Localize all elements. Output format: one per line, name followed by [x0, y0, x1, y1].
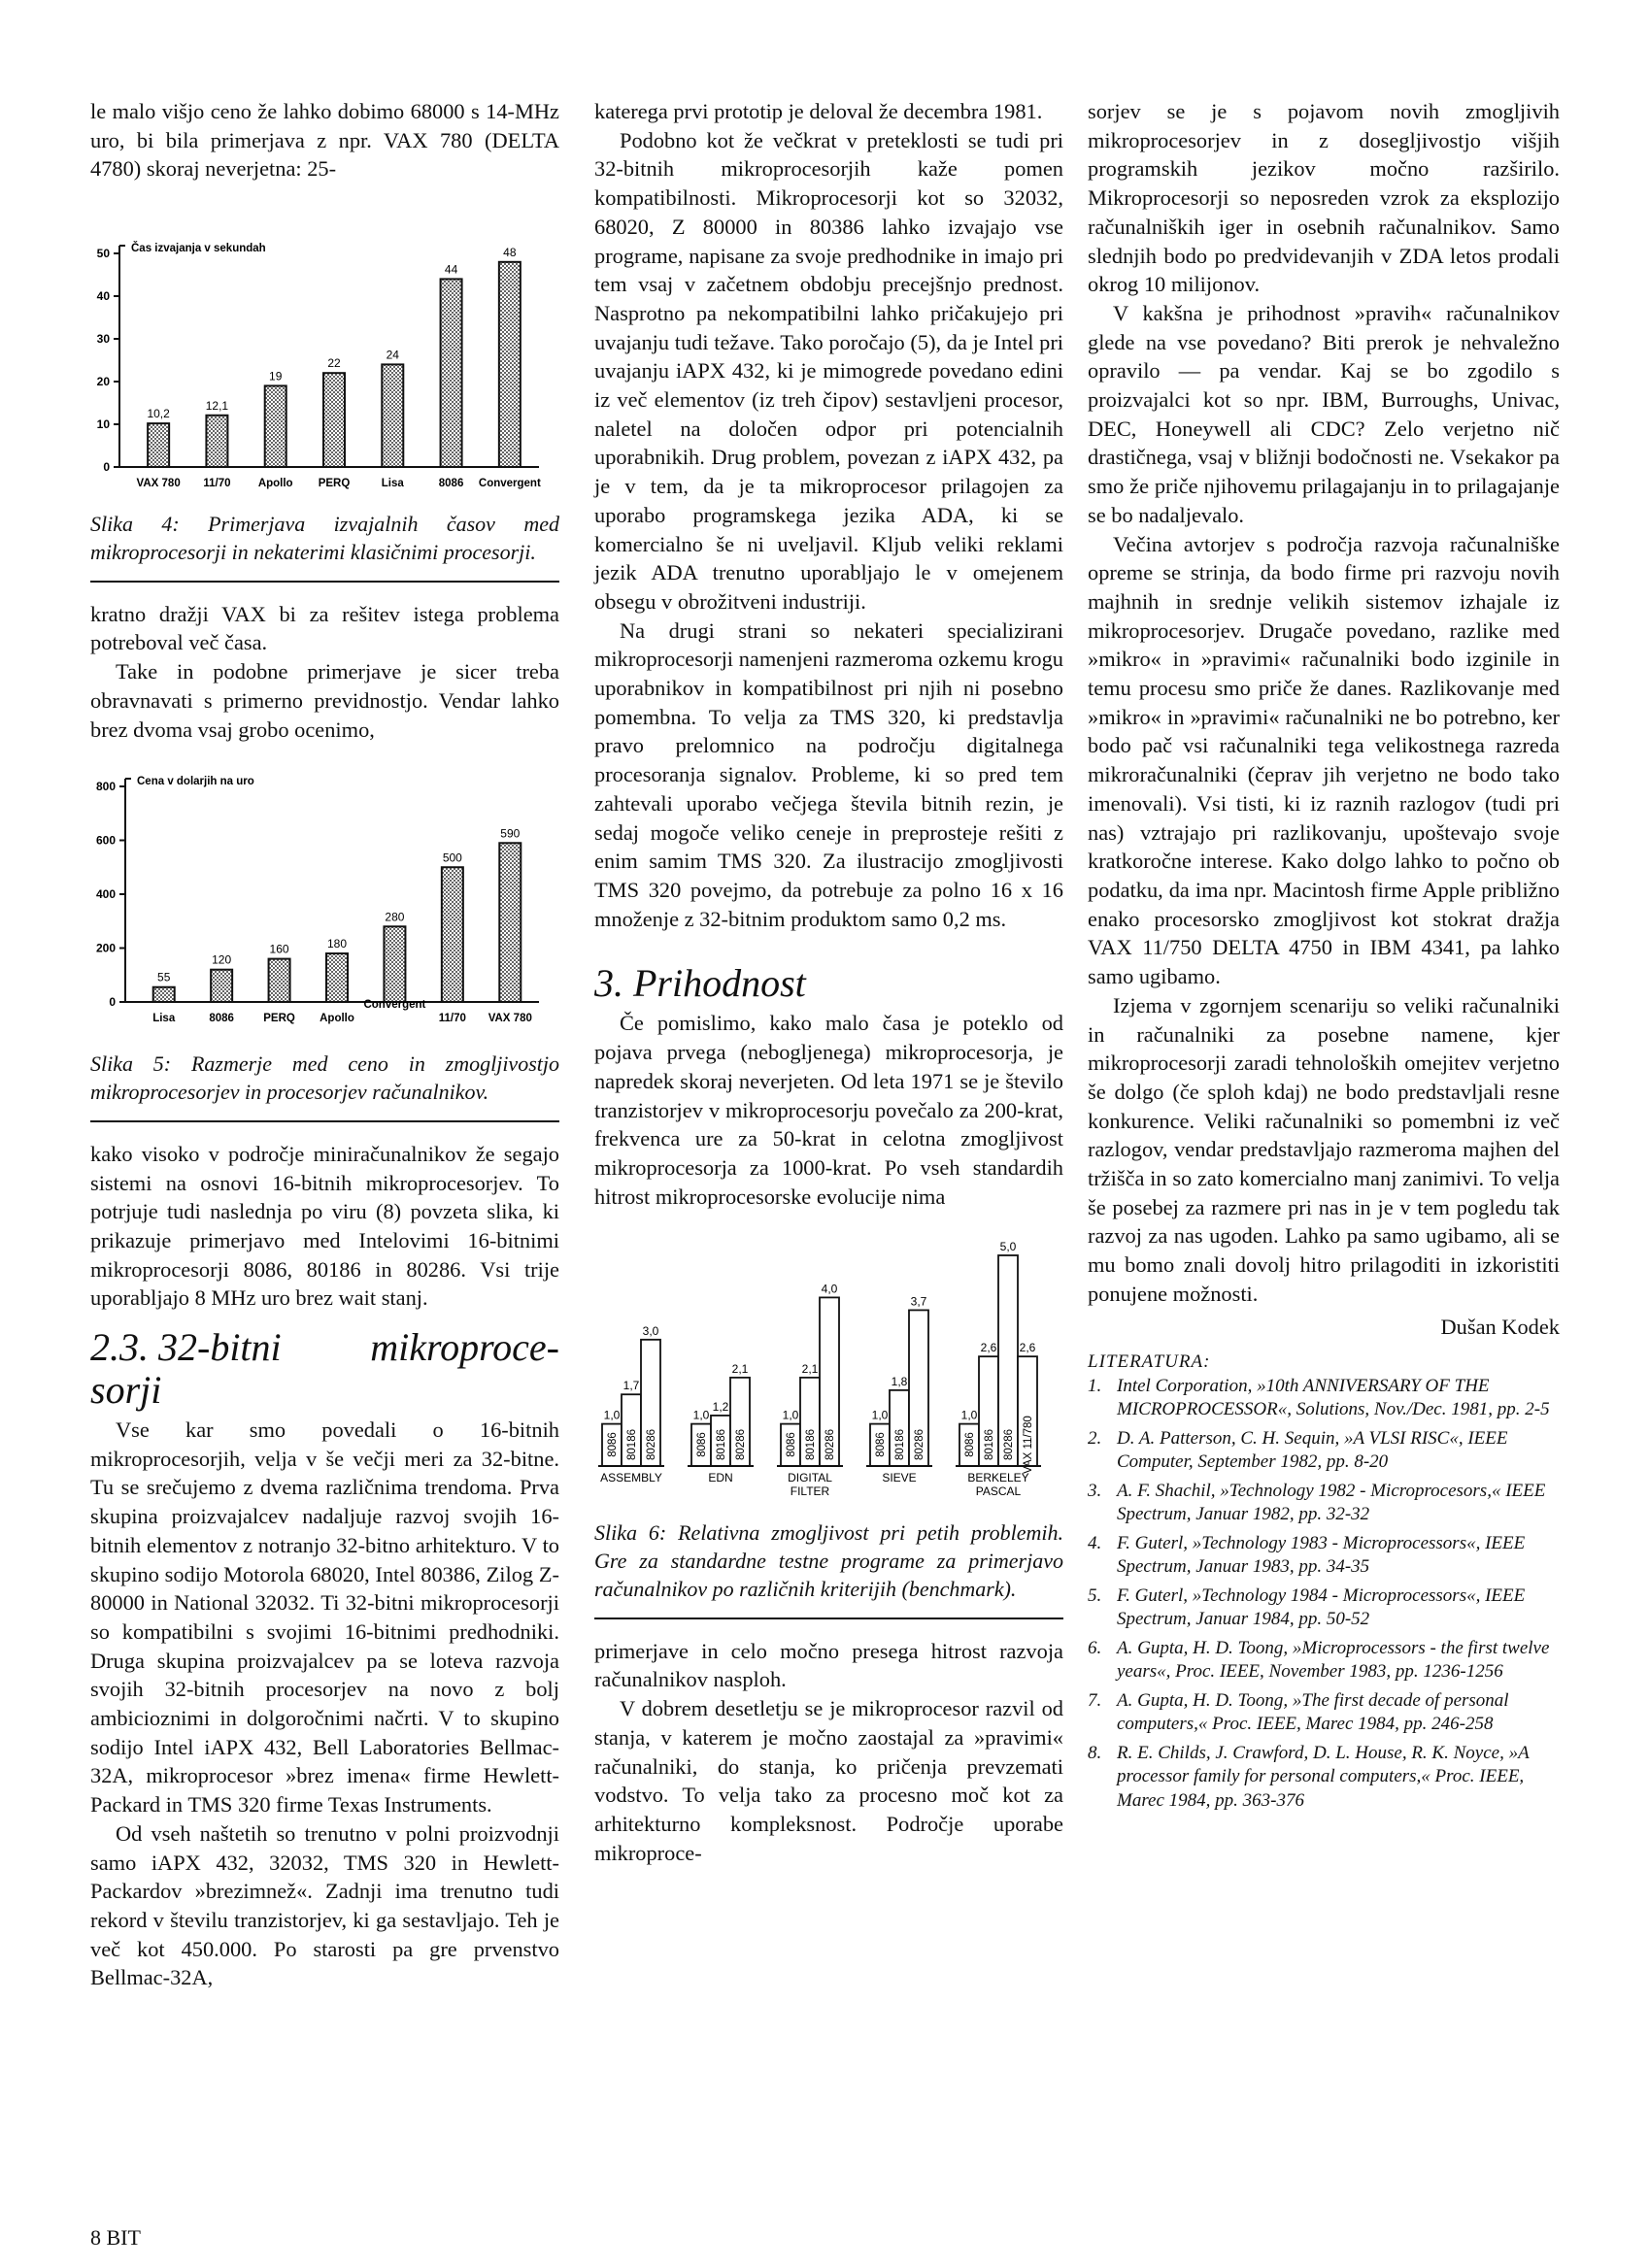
literature-item	[1088, 1532, 1560, 1580]
page-number: 8 BIT	[90, 2225, 141, 2250]
figure-6-bar-chart	[594, 1228, 1063, 1510]
heading-part: sorji	[90, 1368, 162, 1413]
y-tick-label: 50	[96, 247, 110, 261]
x-tick-label: VAX 780	[488, 1013, 532, 1025]
chart-title: Cena v dolarjih na uro	[137, 776, 254, 788]
x-tick-label: PERQ	[263, 1013, 295, 1025]
bar-value-label: 1,0	[603, 1408, 621, 1422]
paragraph: sorjev se je s pojavom novih zmogljivih mikroprocesorjev in z dosegljivostjo višjih programskih jezikov močno razširilo. Mikroprocesorji so neposreden vzrok za eksplozijo računalniških iger in osebnih računalnikov. Samo slednjih bodo po predvidevanjih v ZDA letos prodali okrog 10 milijonov.	[1088, 99, 1560, 297]
figure-6-caption	[594, 1519, 1063, 1603]
group-label: PASCAL	[975, 1484, 1022, 1499]
chart-title: Čas izvajanja v sekundah	[131, 243, 266, 255]
y-tick-label: 800	[95, 780, 116, 794]
paragraph: le malo višjo ceno že lahko dobimo 68000 s 14-MHz uro, bi bila primerjava z npr. VAX 780 (DELTA 4780) skoraj neverjetna: 25-	[90, 99, 559, 182]
bar-cpu-label: 8086	[607, 1432, 619, 1458]
bar-value-label: 3,7	[910, 1294, 927, 1309]
bar-value-label: 24	[386, 348, 399, 362]
ref-text: F. Guterl, »Technology 1983 - Microprocessors«, IEEE Spectrum, Januar 1983, pp. 34-35	[1117, 1532, 1526, 1578]
bar	[265, 386, 286, 468]
literature-heading: LITERATURA:	[1088, 1351, 1211, 1372]
ref-text: R. E. Childs, J. Crawford, D. L. House, R. K. Noyce, »A processor family for personal computers,« Proc. IEEE, Marec 1984, pp. 363-376	[1117, 1742, 1530, 1811]
caption-text: Relativna zmogljivost pri petih problemih. Gre za standardne testne programe za primerjavo računalnikov po različnih kriterijih (benchmark).	[594, 1520, 1063, 1601]
ref-number: 6.	[1088, 1637, 1102, 1658]
bar-value-label: 1,2	[712, 1400, 729, 1415]
bar-value-label: 22	[327, 356, 341, 371]
column-1	[90, 97, 559, 1992]
bar	[211, 970, 232, 1002]
x-tick-label: 8086	[438, 478, 464, 490]
section-heading-2-3	[90, 1326, 559, 1412]
ref-number: 1.	[1088, 1375, 1102, 1396]
bar-value-label: 48	[503, 245, 517, 259]
bar	[499, 843, 521, 1002]
bar-cpu-label: VAX 11/780	[1023, 1416, 1034, 1475]
bar-cpu-label: 80286	[735, 1429, 747, 1461]
paragraph: primerjave in celo močno presega hitrost razvoja računalnikov nasploh.	[594, 1638, 1063, 1692]
divider	[90, 581, 559, 583]
bar-cpu-label: 80286	[1003, 1429, 1015, 1461]
y-tick-label: 40	[96, 289, 110, 304]
group-label: EDN	[708, 1471, 733, 1485]
column-2	[594, 97, 1063, 1867]
bar	[441, 280, 462, 468]
x-tick-label: VAX 780	[136, 478, 181, 490]
bar-value-label: 180	[326, 937, 348, 951]
x-tick-label: 11/70	[203, 478, 231, 490]
literature-item	[1088, 1584, 1560, 1632]
bar-value-label: 2,1	[801, 1362, 819, 1377]
bar	[442, 867, 463, 1002]
x-tick-label: Lisa	[152, 1013, 176, 1025]
caption-text: Primerjava izvajalnih časov med mikroprocesorji in nekaterimi klasičnimi procesorji.	[90, 512, 559, 564]
x-tick-label: Apollo	[320, 1013, 354, 1025]
group-label: BERKELEY	[967, 1471, 1029, 1485]
bar-value-label: 3,0	[642, 1324, 659, 1339]
paragraph: Na drugi strani so nekateri specializirani mikroprocesorji namenjeni razmeroma ozkemu krogu uporabnikov in kompatibilnost pri njih ni posebno pomembna. To velja za TMS 320, ki predstavlja pravo prelomnico na področju digitalnega procesoranja signalov. Probleme, ki so pred tem zahtevali uporabo večjega števila bitnih rezin, je sedaj mogoče veliko ceneje in preprosteje rešiti z enim samim TMS 320. Za ilustracijo zmogljivosti TMS 320 povejmo, da potrebuje za polno 16 x 16 množenje z 32-bitnim produktom samo 0,2 ms.	[594, 617, 1063, 931]
ref-text: D. A. Patterson, C. H. Sequin, »A VLSI RISC«, IEEE Computer, September 1982, pp. 8-20	[1117, 1427, 1508, 1473]
y-tick-label: 400	[95, 887, 116, 902]
author-signature: Dušan Kodek	[1440, 1314, 1560, 1339]
literature-item	[1088, 1375, 1560, 1422]
bar-cpu-label: 80286	[646, 1429, 657, 1461]
bar	[148, 423, 169, 467]
caption-text: Razmerje med ceno in zmogljivostjo mikroprocesorjev in procesorjev računalnikov.	[90, 1051, 559, 1105]
bar-value-label: 160	[269, 942, 289, 956]
paragraph: V dobrem desetletju se je mikroprocesor razvil od stanja, v katerem je močno zaostajal za »pravimi« računalniki, do stanja, ko pričenja prevzemati vodstvo. To velja tako za procesno moč kot za arhitekturno kompleksnost. Področje uporabe mikroproce-	[594, 1696, 1063, 1865]
y-tick-label: 10	[96, 417, 110, 432]
bar-value-label: 1,8	[891, 1375, 908, 1389]
bar	[326, 953, 348, 1002]
bar-value-label: 12,1	[205, 398, 229, 413]
literature-list	[1088, 1375, 1560, 1814]
group-label: ASSEMBLY	[600, 1471, 662, 1485]
bar	[269, 959, 290, 1002]
caption-label: Slika 6:	[594, 1520, 667, 1546]
bar-value-label: 1,0	[871, 1408, 889, 1422]
paragraph: katerega prvi prototip je deloval že decembra 1981.	[594, 99, 1043, 123]
literature-item	[1088, 1427, 1560, 1475]
caption-label: Slika 4:	[90, 512, 180, 537]
ref-text: A. Gupta, H. D. Toong, »The first decade of personal computers,« Proc. IEEE, Marec 1984, pp. 246-258	[1117, 1689, 1509, 1735]
paragraph: kako visoko v področje miniračunalnikov že segajo sistemi na osnovi 16-bitnih mikroprocesorjev. To potrjuje tudi naslednja po viru (8) povzeta slika, ki prikazuje primerjavo med Intelovimi 16-bitnimi mikroprocesorji 8086, 80186 in 80286. Vsi trije uporabljajo 8 MHz uro brez wait stanj.	[90, 1141, 559, 1311]
column-3	[1088, 97, 1560, 1818]
ref-number: 7.	[1088, 1689, 1102, 1711]
paragraph: kratno dražji VAX bi za rešitev istega problema potreboval več časa.	[90, 601, 559, 655]
literature-item	[1088, 1480, 1560, 1527]
bar-cpu-label: 80286	[824, 1429, 836, 1461]
x-tick-label: 8086	[209, 1013, 234, 1025]
bar	[206, 416, 227, 467]
bar-value-label: 2,6	[1019, 1341, 1036, 1355]
bar-cpu-label: 8086	[875, 1432, 887, 1458]
section-heading-3: 3. Prihodnost	[594, 961, 806, 1006]
bar-value-label: 19	[269, 369, 283, 384]
paragraph: Podobno kot že večkrat v preteklosti se tudi pri 32-bitnih mikroprocesorjih kaže pomen kompatibilnosti. Mikroprocesorji kot so 32032, 68020, Z 80000 in 80386 lahko izvajajo vse programe, napisane za svoje predhodnike in imajo pri tem vsaj v začetnem obdobju precejšnjo prednost. Nasprotno pa nekompatibilni lahko pričakujejo pri uvajanju tudi težave. Tako poročajo (5), da je Intel pri uvajanju iAPX 432, ki je mimogrede povedano edini iz več elementov (iz treh čipov) sestavljeni procesor, naletel na določen odpor pri potencialnih uporabnikih. Drug problem, povezan z iAPX 432, pa je v tem, da je ta mikroprocesor prilagojen za uporabo programskega jezika ADA, ki se komercialno še ni uveljavil. Kljub veliki reklami jezik ADA trenutno uporabljajo le v omejenem obsegu v obrožitveni industriji.	[594, 127, 1063, 614]
bar	[384, 927, 405, 1003]
figure-4-bar-chart	[90, 234, 547, 501]
bar-cpu-label: 80186	[984, 1429, 995, 1461]
bar-cpu-label: 80286	[914, 1429, 925, 1461]
bar-value-label: 2,1	[731, 1362, 749, 1377]
ref-number: 8.	[1088, 1742, 1102, 1763]
y-tick-label: 0	[103, 460, 110, 475]
literature-item	[1088, 1689, 1560, 1737]
bar-value-label: 1,0	[960, 1408, 978, 1422]
y-tick-label: 30	[96, 332, 110, 347]
paragraph: Večina avtorjev s področja razvoja računalniške opreme se strinja, da bodo firme pri razvoju novih majhnih in srednje velikih sistemov izhajale iz mikroprocesorjev. Drugače povedano, razlike med »mikro« in »pravimi« računalniki bodo izginile in temu procesu smo priče že danes. Razlikovanje med »mikro« in »pravimi« računalniki ne bo potrebno, ker bodo pač vsi računalniki tega velikostnega razreda mikroračunalniki (čeprav jih verjetno ne bodo tako imenovali). Vsi tisti, ki iz raznih razlogov (tudi pri nas) vztrajajo pri razlikovanju, upoštevajo svoje kratkoročne interese. Kako dolgo lahko to počno ob podatku, da ima npr. Macintosh firme Apple približno enako procesorsko zmogljivost kot stokrat dražja VAX 11/750 DELTA 4750 in IBM 4341, pa lahko samo ugibamo.	[1088, 531, 1560, 989]
bar-cpu-label: 8086	[964, 1432, 976, 1458]
x-tick-label: Convergent	[363, 999, 426, 1012]
bar-value-label: 1,7	[623, 1379, 640, 1393]
x-tick-label: Lisa	[381, 478, 404, 490]
bar-value-label: 120	[212, 952, 232, 967]
heading-part: mikroproce-	[370, 1325, 559, 1370]
bar-cpu-label: 80186	[626, 1429, 638, 1461]
y-tick-label: 600	[95, 833, 116, 848]
bar-cpu-label: 80186	[716, 1429, 727, 1461]
ref-text: F. Guterl, »Technology 1984 - Microprocessors«, IEEE Spectrum, Januar 1984, pp. 50-52	[1117, 1584, 1526, 1630]
bar-cpu-label: 80186	[894, 1429, 906, 1461]
paragraph: Izjema v zgornjem scenariju so veliki računalniki in računalniki za posebne namene, kjer mikroprocesorji zaradi tehnoloških omejitev verjetno še dolgo (če sploh kdaj) ne bodo predstavljali resne konkurence. Veliki računalniki so pomembni iz več razlogov, vendar predstavljajo razmeroma majhen del tržišča in so zato komercialno manj zanimivi. To velja še posebej za razmere pri nas in je v tem pogledu tak razvoj za nas ugoden. Lahko pa samo ugibamo, ali se mu bomo znali dovolj hitro prilagoditi in izkoristiti ponujene možnosti.	[1088, 992, 1560, 1306]
bar-cpu-label: 8086	[786, 1432, 797, 1458]
bar	[382, 365, 403, 468]
paragraph: Take in podobne primerjave je sicer treba obravnavati s primerno previdnostjo. Vendar lahko brez dvoma vsaj grobo ocenimo,	[90, 659, 559, 742]
divider	[90, 1120, 559, 1122]
paragraph: Od vseh naštetih so trenutno v polni proizvodnji samo iAPX 432, 32032, TMS 320 in Hewlett-Packardov »brezimnež«. Zadnji ima trenutno tudi rekord v številu tranzistorjev, ki ga sestavljajo. Teh je več kot 450.000. Po starosti pa gre prvenstvo Bellmac-32A,	[90, 1820, 559, 1990]
x-tick-label: Apollo	[257, 478, 293, 490]
figure-4-caption	[90, 511, 559, 567]
bar-value-label: 1,0	[692, 1408, 710, 1422]
bar-cpu-label: 8086	[696, 1432, 708, 1458]
bar-value-label: 500	[442, 850, 462, 865]
literature-item	[1088, 1637, 1560, 1684]
x-tick-label: 11/70	[438, 1013, 466, 1025]
paragraph: Vse kar smo povedali o 16-bitnih mikroprocesorjih, velja v še večji meri za 32-bitne. Tu se srečujemo z dvema različnima trendoma. Prva skupina proizvajalcev nadaljuje razvoj svojih 16-bitnih elementov z notranjo 32-bitno arhitekturo. V to skupino sodijo Motorola 68020, Intel 80386, Zilog Z-80000 in National 32032. Ti 32-bitni mikroprocesorji so kompatibilni s svojimi 16-bitnimi predhodniki. Druga skupina proizvajalcev pa se loteva razvoja svojih 32-bitnih procesorjev na novo z bolj ambicioznimi in dolgoročnimi načrti. V to skupino sodijo Intel iAPX 432, Bell Laboratories Bellmac-32A, mikroprocesor »brez imena« firme Hewlett-Packard in TMS 320 firme Texas Instruments.	[90, 1418, 559, 1818]
divider	[594, 1618, 1063, 1619]
group-label: DIGITAL	[788, 1471, 832, 1485]
y-tick-label: 0	[109, 995, 116, 1010]
y-tick-label: 200	[95, 941, 116, 955]
y-tick-label: 20	[96, 375, 110, 389]
x-tick-label: Convergent	[478, 478, 541, 490]
bar-value-label: 590	[500, 826, 521, 841]
group-label: FILTER	[790, 1484, 830, 1499]
ref-text: A. Gupta, H. D. Toong, »Microprocessors - the first twelve years«, Proc. IEEE, November 1983, pp. 1236-1256	[1117, 1637, 1550, 1683]
bar-value-label: 280	[385, 910, 405, 924]
paragraph: Če pomislimo, kako malo časa je poteklo od pojava prvega (nebogljenega) mikroprocesorja, je napredek skoraj neverjeten. Od leta 1971 se je število tranzistorjev v mikroprocesorju povečalo za 200-krat, frekvenca ure za 50-krat in celotna zmogljivost mikroprocesorja za 1000-krat. Po vseh standardih hitrost mikroprocesorske evolucije nima	[594, 1011, 1063, 1209]
bar-cpu-label: 80186	[805, 1429, 817, 1461]
literature-item	[1088, 1742, 1560, 1814]
bar-value-label: 5,0	[999, 1240, 1017, 1254]
heading-part: 2.3. 32-bitni	[90, 1325, 282, 1370]
x-tick-label: PERQ	[318, 478, 351, 490]
figure-5-bar-chart	[90, 769, 547, 1041]
ref-number: 5.	[1088, 1584, 1102, 1606]
ref-number: 4.	[1088, 1532, 1102, 1553]
figure-5-caption	[90, 1051, 559, 1107]
bar	[323, 373, 345, 467]
ref-text: A. F. Shachil, »Technology 1982 - Microprocesors,« IEEE Spectrum, Januar 1982, pp. 32-32	[1117, 1480, 1546, 1525]
caption-label: Slika 5:	[90, 1051, 172, 1077]
bar-value-label: 55	[157, 970, 171, 984]
bar-value-label: 10,2	[147, 407, 170, 421]
ref-number: 3.	[1088, 1480, 1102, 1501]
paragraph: V kakšna je prihodnost »pravih« računalnikov glede na vse povedano? Biti prerok je nehvaležno opravilo — pa vendar. Kaj se bo zgodilo s proizvajalci kot so npr. IBM, Burroughs, Univac, DEC, Honeywell ali CDC? Zelo verjetno nič drastičnega, vsaj v bližnji bodočnosti ne. Vsekakor pa smo že priče njihovemu prilagajanju in to prilagajanje se bo nadaljevalo.	[1088, 300, 1560, 527]
ref-number: 2.	[1088, 1427, 1102, 1449]
bar-value-label: 1,0	[782, 1408, 799, 1422]
bar	[153, 987, 175, 1002]
bar-value-label: 2,6	[980, 1341, 997, 1355]
bar-value-label: 4,0	[821, 1282, 838, 1296]
bar	[499, 262, 521, 467]
group-label: SIEVE	[882, 1471, 917, 1485]
ref-text: Intel Corporation, »10th ANNIVERSARY OF THE MICROPROCESSOR«, Solutions, Nov./Dec. 1981, pp. 2-5	[1117, 1375, 1550, 1420]
bar-value-label: 44	[444, 262, 458, 277]
